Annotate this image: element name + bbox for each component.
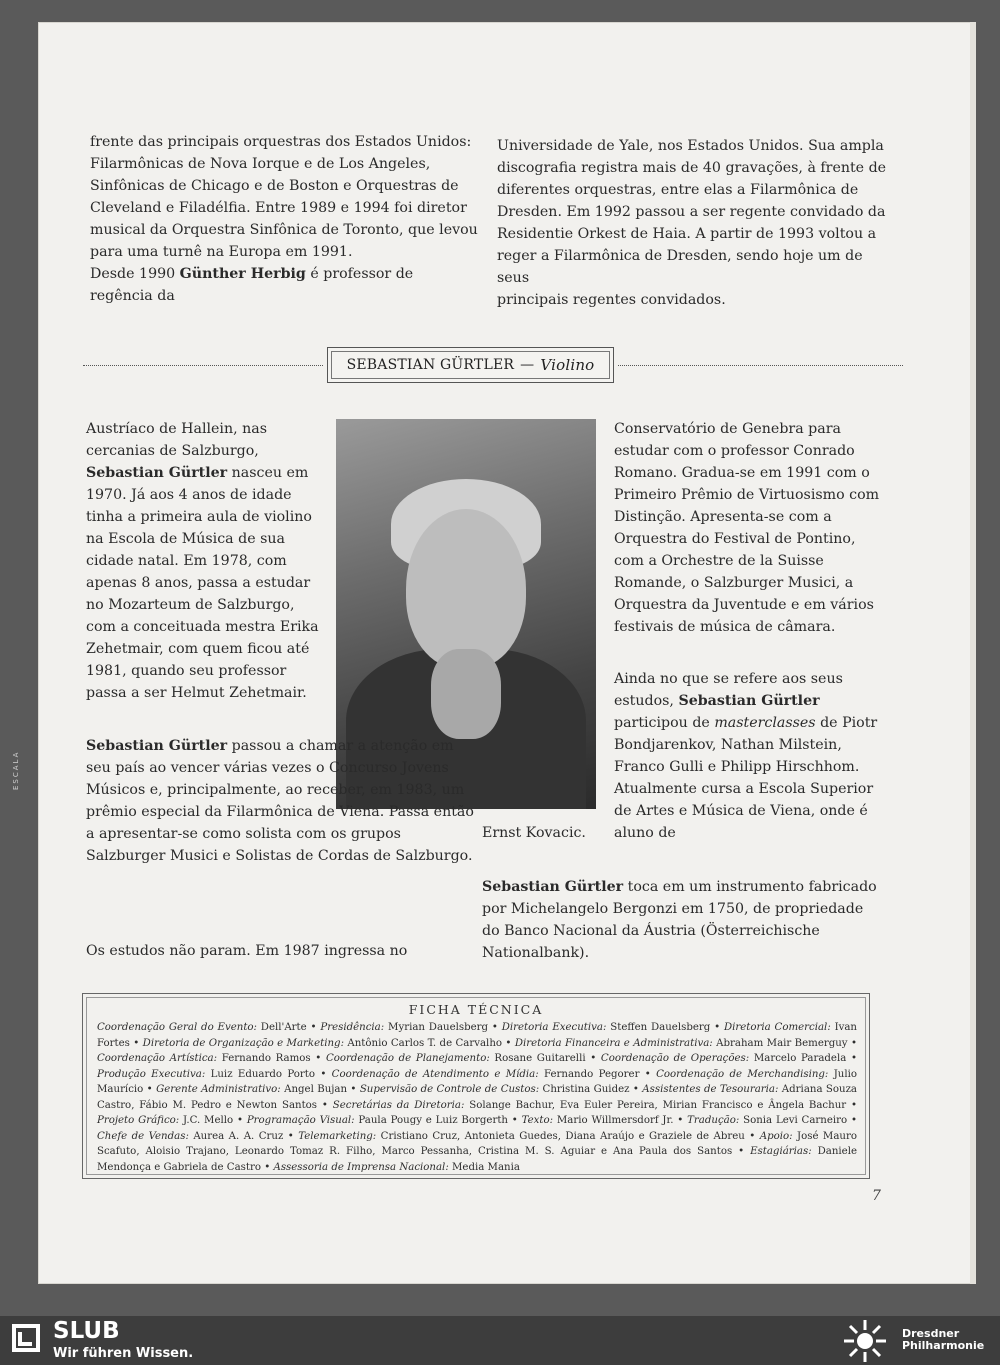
credit-separator: • [317,1099,333,1111]
heading-separator: — [520,357,535,373]
credit-separator: • [143,1084,157,1095]
credit-names: Daniele Mendonça e Gabriela de Castro [97,1146,857,1173]
credit-separator: • [283,1130,299,1142]
intro-left-line: frente das principais orquestras dos Estados Unidos: [90,134,472,150]
intro-left-line: Cleveland e Filadélfia. Entre 1989 e 1994 foi diretor [90,200,467,216]
credit-names: Abraham Mair Bemerguy [712,1037,848,1049]
credit-names: Christina Guidez [539,1084,630,1095]
artist-name: Sebastian Gürtler [86,738,228,754]
bio-text: toca em um instrumento fabricado por Michelangelo Bergonzi em 1750, de propriedade do Banco Nacional da Áustria (Österreichische Nationalbank). [482,879,877,961]
intro-left-line: para uma turnê na Europa em 1991. [90,244,353,260]
credits-title: FICHA TÉCNICA [408,1002,544,1017]
credit-names: Paula Pougy e Luiz Borgerth [354,1115,508,1126]
credit-role: Diretoria Comercial: [723,1022,831,1033]
credit-role: Diretoria de Organização e Marketing: [142,1037,344,1049]
credit-separator: • [129,1037,143,1049]
credit-separator: • [315,1068,332,1080]
bio-paragraph-6: Ernst Kovacic. [482,825,586,841]
credit-separator: • [260,1161,274,1173]
slub-tagline: Wir führen Wissen. [53,1346,194,1361]
credit-names: Antônio Carlos T. de Carvalho [344,1037,503,1049]
credit-names: Cristiano Cruz, Antonieta Guedes, Diana Araújo e Graziele de Abreu [376,1130,745,1142]
credit-role: Coordenação Geral do Evento: [97,1022,257,1033]
credits-box [82,993,870,1179]
intro-right-line: diferentes orquestras, entre elas a Filarmônica de [497,182,859,198]
credit-separator: • [629,1084,643,1095]
credit-separator: • [639,1068,657,1080]
credit-role: Diretoria Financeira e Administrativa: [514,1037,713,1049]
credit-role: Coordenação Artística: [97,1053,218,1064]
credit-role: Produção Executiva: [97,1068,206,1080]
credit-names: Myrian Dauelsberg [384,1022,489,1033]
credit-names: Marcelo Paradela [749,1053,847,1064]
credit-names: Steffen Dauelsberg [606,1022,711,1033]
credit-role: Chefe de Vendas: [97,1130,189,1142]
page-edge [970,22,976,1284]
credit-separator: • [306,1022,321,1033]
credit-names: Aurea A. A. Cruz [188,1130,284,1142]
credit-names: Ivan Fortes [97,1022,857,1049]
bio-paragraph-3: Os estudos não param. Em 1987 ingressa no [86,943,408,959]
credit-names: J.C. Mello [179,1115,234,1126]
credit-separator: • [846,1053,857,1064]
credit-separator: • [847,1037,857,1049]
intro-right-line: discografia registra mais de 40 gravações, à frente de [497,160,887,176]
credit-names: Adriana Souza Castro, Fábio M. Pedro e Newton Santos [97,1084,858,1111]
credit-separator: • [673,1115,688,1126]
portrait-hand [431,649,501,739]
artist-name: Sebastian Gürtler [482,879,624,895]
credit-names: Angel Bujan [280,1084,348,1095]
intro-left-line: Desde 1990 [90,266,180,282]
intro-left-line: musical da Orquestra Sinfônica de Toronto, que levou [90,222,478,238]
credit-separator: • [347,1084,360,1095]
artist-name: Sebastian Gürtler [678,693,820,709]
artist-name: Sebastian Gürtler [86,465,228,481]
intro-left-paragraph [90,131,480,307]
dotted-rule-right [618,365,903,366]
bio-paragraph-7 [482,876,882,964]
intro-left-line: Sinfônicas de Chicago e de Boston e Orquestras de [90,178,459,194]
credit-role: Presidência: [320,1022,385,1033]
intro-right-line: Residentie Orkest de Haia. A partir de 1993 voltou a [497,226,877,242]
credit-role: Programação Visual: [246,1115,355,1126]
dotted-rule-left [83,365,323,366]
philharmonie-name: Dresdner Philharmonie [902,1327,985,1352]
credit-role: Gerente Administrativo: [156,1084,281,1095]
bio-paragraph-5 [614,668,884,844]
intro-left-line: é professor de regência da [90,266,414,304]
credit-separator: • [507,1115,522,1126]
credit-role: Secretárias da Diretoria: [332,1099,465,1111]
credit-names: Rosane Guitarelli [489,1053,586,1064]
credit-role: Coordenação de Merchandising: [656,1068,829,1080]
bio-text: de Piotr Bondjarenkov, Nathan Milstein, Franco Gulli e Philipp Hirschhom. Atualmente cursa a Escola Superior de Artes e Música de Viena, onde é aluno de [614,715,878,841]
credit-separator: • [233,1115,247,1126]
section-heading [83,347,903,383]
credit-role: Assessoria de Imprensa Nacional: [273,1161,449,1173]
bio-text: Ainda no que se refere aos seus estudos, [614,671,843,709]
credit-names: José Mauro Scafuto, Aloisio Trajano, Leonardo Tomaz R. Filho, Marco Pessanha, Cristina M. S. Aguiar e Ana Paula dos Santos [97,1130,857,1157]
conductor-name: Günther Herbig [179,266,306,282]
bio-paragraph-1 [86,418,326,704]
credit-role: Telemarketing: [298,1130,377,1142]
credit-role: Texto: [521,1115,554,1126]
credit-separator: • [846,1099,857,1111]
credit-separator: • [502,1037,515,1049]
masterclasses-term: masterclasses [714,715,816,731]
credit-separator: • [744,1130,760,1142]
credit-role: Coordenação de Operações: [600,1053,750,1064]
bio-paragraph-4: Conservatório de Genebra para estudar com o professor Conrado Romano. Gradua-se em 1991 com o Primeiro Prêmio de Virtuosismo com Distinção. Apresenta-se com a Orquestra do Festival de Pontino, com a Orchestre de la Suisse Romande, o Salzburger Musici, a Orquestra da Juventude e em vários festivais de música de câmara. [614,421,880,635]
slub-name: SLUB [53,1318,120,1344]
slub-logo-icon [10,1322,42,1354]
heading-box [327,347,614,383]
bio-paragraph-2 [86,735,476,867]
credit-names: Julio Maurício [97,1068,857,1095]
credit-names: Fernando Pegorer [538,1068,640,1080]
credit-names: Luiz Eduardo Porto [205,1068,315,1080]
credits-text [97,1020,857,1175]
credit-role: Estagiárias: [750,1146,812,1157]
credit-role: Diretoria Executiva: [501,1022,607,1033]
credit-separator: • [732,1146,751,1157]
credit-names: Dell'Arte [256,1022,307,1033]
credit-names: Solange Bachur, Eva Euler Pereira, Mirian Francisco e Ângela Bachur [464,1099,847,1111]
bio-text: Austríaco de Hallein, nas cercanias de Salzburgo, [86,421,268,459]
intro-right-line: principais regentes convidados. [497,292,726,308]
intro-right-paragraph [497,135,887,311]
credit-separator: • [585,1053,601,1064]
credit-separator: • [488,1022,502,1033]
credit-names: Fernando Ramos [217,1053,311,1064]
credit-role: Apoio: [759,1130,793,1142]
portrait-face [406,509,526,669]
intro-right-line: Dresden. Em 1992 passou a ser regente convidado da [497,204,886,220]
credit-names: Mario Willmersdorf Jr. [553,1115,674,1126]
credit-separator: • [710,1022,724,1033]
instrument-label: Violino [540,356,595,374]
bio-text: nasceu em 1970. Já aos 4 anos de idade tinha a primeira aula de violino na Escola de Música de sua cidade natal. Em 1978, com apenas 8 anos, passa a estudar no Mozarteum de Salzburgo, com a conceituada mestra Erika Zehetmair, com quem ficou até 1981, quando seu professor passa a ser Helmut Zehetmair. [86,465,319,701]
bio-text: participou de [614,715,715,731]
side-label: ESCALA [12,750,20,790]
philharmonie-logo-icon [842,1318,888,1364]
page-number: 7 [872,1188,881,1204]
bio-text: passou a chamar a atenção em seu país ao vencer várias vezes o Concurso Jovens Músicos e, principalmente, ao receber, em 1983, um prêmio especial da Filarmônica de Viena. Passa então a apresentar-se como solista com os grupos Salzburger Musici e Solistas de Cordas de Salzburgo. [86,738,474,864]
credit-names: Sonia Levi Carneiro [739,1115,848,1126]
credit-role: Coordenação de Planejamento: [325,1053,490,1064]
intro-right-line: Universidade de Yale, nos Estados Unidos. Sua ampla [497,138,884,154]
artist-name-heading: SEBASTIAN GÜRTLER [346,357,515,373]
credit-separator: • [847,1115,857,1126]
intro-left-line: Filarmônicas de Nova Iorque e de Los Angeles, [90,156,431,172]
credit-names: Media Mania [448,1161,520,1173]
credit-role: Supervisão de Controle de Custos: [359,1084,540,1095]
intro-right-line: reger a Filarmônica de Dresden, sendo hoje um de seus [497,248,863,286]
credit-separator: • [310,1053,326,1064]
credit-role: Tradução: [687,1115,740,1126]
credit-role: Assistentes de Tesouraria: [642,1084,779,1095]
credit-role: Projeto Gráfico: [97,1115,180,1126]
credit-role: Coordenação de Atendimento e Mídia: [331,1068,539,1080]
